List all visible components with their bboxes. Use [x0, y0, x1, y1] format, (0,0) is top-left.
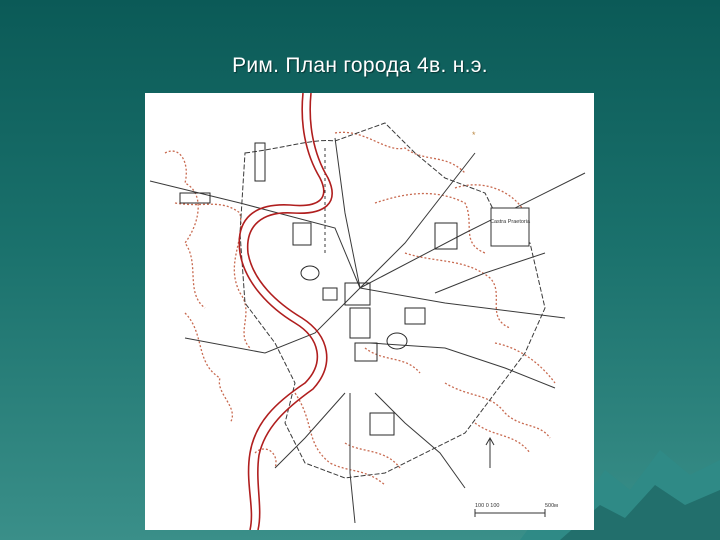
map-drawing: [145, 93, 594, 530]
castra-praetoria-label: Castra Praetoria: [489, 219, 531, 225]
scale-label: 100 0 100: [475, 503, 500, 509]
river-tiber: [239, 93, 332, 530]
star-marker-icon: *: [472, 130, 476, 140]
street-lines: [150, 123, 585, 523]
city-plan-map: [145, 93, 594, 530]
scale-bar: [475, 503, 558, 517]
slide-title: Рим. План города 4в. н.э.: [232, 54, 488, 77]
hill-contours: [165, 132, 555, 485]
scale-end-label: 500м: [545, 503, 558, 509]
castra-praetoria-box: [491, 208, 529, 246]
north-arrow-icon: [486, 438, 494, 468]
